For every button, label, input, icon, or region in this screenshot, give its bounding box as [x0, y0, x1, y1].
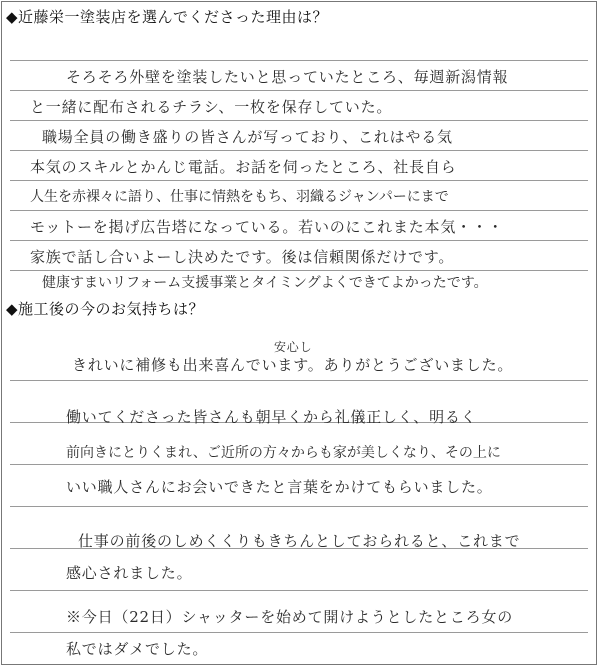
- ruled-line: [10, 90, 588, 91]
- answer1-line: と一緒に配布されるチラシ、一枚を保存していた。: [30, 98, 393, 116]
- answer1-line: 家族で話し合いよーし決めたです。後は信頼関係だけです。: [30, 248, 455, 266]
- section1-heading: ◆近藤栄一塗装店を選んでくださった理由は？: [6, 8, 329, 26]
- answer2-line: ※今日（22日）シャッターを始めて開けようとしたところ女の: [66, 608, 513, 626]
- ruled-line: [10, 464, 588, 465]
- ruled-line: [10, 240, 588, 241]
- answer2-line: 私ではダメでした。: [66, 640, 209, 658]
- answer2-line: 働いてくださった皆さんも朝早くから礼儀正しく、明るく: [66, 408, 477, 426]
- answer1-line: 健康すまいリフォーム支援事業とタイミングよくできてよかったです。: [42, 275, 488, 291]
- ruled-line: [10, 120, 588, 121]
- ruled-line: [10, 590, 588, 591]
- ruled-line: [10, 380, 588, 381]
- answer2-line: 前向きにとりくまれ、ご近所の方々からも家が美しくなり、その上に: [66, 445, 501, 461]
- answer1-line: モットーを掲げ広告塔になっている。若いのにこれまた本気・・・: [30, 218, 504, 236]
- ruled-line: [10, 60, 588, 61]
- ruled-line: [10, 632, 588, 633]
- inserted-correction-note: 安心し: [274, 340, 313, 354]
- ruled-line: [10, 210, 588, 211]
- answer2-line: 仕事の前後のしめくくりもきちんとしておられると、これまで: [78, 532, 521, 550]
- answer1-line: 人生を赤裸々に語り、仕事に情熱をもち、羽織るジャンパーにまで: [30, 189, 449, 205]
- section2-heading: ◆施工後の今のお気持ちは？: [6, 300, 205, 318]
- ruled-line: [10, 150, 588, 151]
- answer2-line: 感心されました。: [66, 564, 193, 582]
- answer1-line: そろそろ外壁を塗装したいと思っていたところ、毎週新潟情報: [66, 68, 509, 86]
- ruled-line: [10, 506, 588, 507]
- answer2-line: いい職人さんにお会いできたと言葉をかけてもらいました。: [66, 478, 493, 496]
- answer2-line: きれいに補修も出来喜んでいます。ありがとうございました。: [72, 356, 514, 374]
- ruled-line: [10, 270, 588, 271]
- answer1-line: 職場全員の働き盛りの皆さんが写っており、これはやる気: [42, 128, 453, 146]
- questionnaire-sheet: [1, 1, 597, 665]
- ruled-line: [10, 180, 588, 181]
- answer1-line: 本気のスキルとかんじ電話。お話を伺ったところ、社長自ら: [30, 158, 457, 176]
